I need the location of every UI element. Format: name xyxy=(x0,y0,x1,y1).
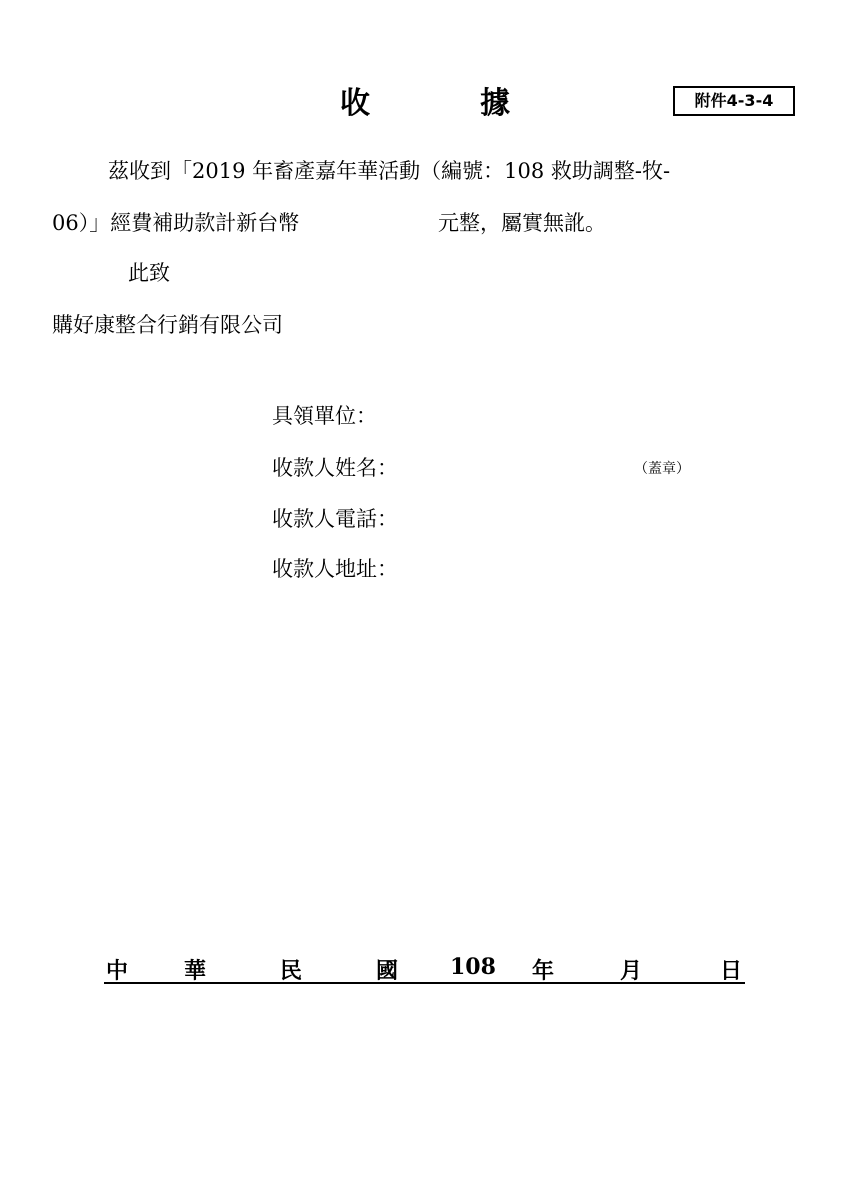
date-part-day: 日 xyxy=(720,958,743,984)
date-part-zhong: 中 xyxy=(106,958,129,984)
payee-name-label: 收款人姓名： xyxy=(272,456,398,480)
date-line xyxy=(104,952,745,984)
date-part-guo: 國 xyxy=(376,958,399,984)
date-year-value: 108 xyxy=(450,954,496,980)
payee-phone-label: 收款人電話： xyxy=(272,507,398,531)
salutation: 此致 xyxy=(128,261,170,285)
attachment-label: 附件4-3-4 xyxy=(673,86,795,116)
date-part-min: 民 xyxy=(280,958,303,984)
date-part-hua: 華 xyxy=(184,958,207,984)
receiving-unit-label: 具領單位： xyxy=(272,404,377,428)
payee-address-label: 收款人地址： xyxy=(272,557,398,581)
receipt-statement-line1: 茲收到「2019 年畜產嘉年華活動（編號：108 救助調整-牧- xyxy=(108,159,671,183)
recipient-company: 購好康整合行銷有限公司 xyxy=(52,313,283,337)
title-char-1: 收 xyxy=(340,86,370,121)
seal-note: （蓋章） xyxy=(634,461,690,477)
date-part-year: 年 xyxy=(532,958,555,984)
title-char-2: 據 xyxy=(480,86,510,121)
receipt-statement-line2-end: 元整，屬實無訛。 xyxy=(438,211,606,235)
date-part-month: 月 xyxy=(620,958,643,984)
receipt-statement-line2: 06）」經費補助款計新台幣 xyxy=(52,211,300,235)
